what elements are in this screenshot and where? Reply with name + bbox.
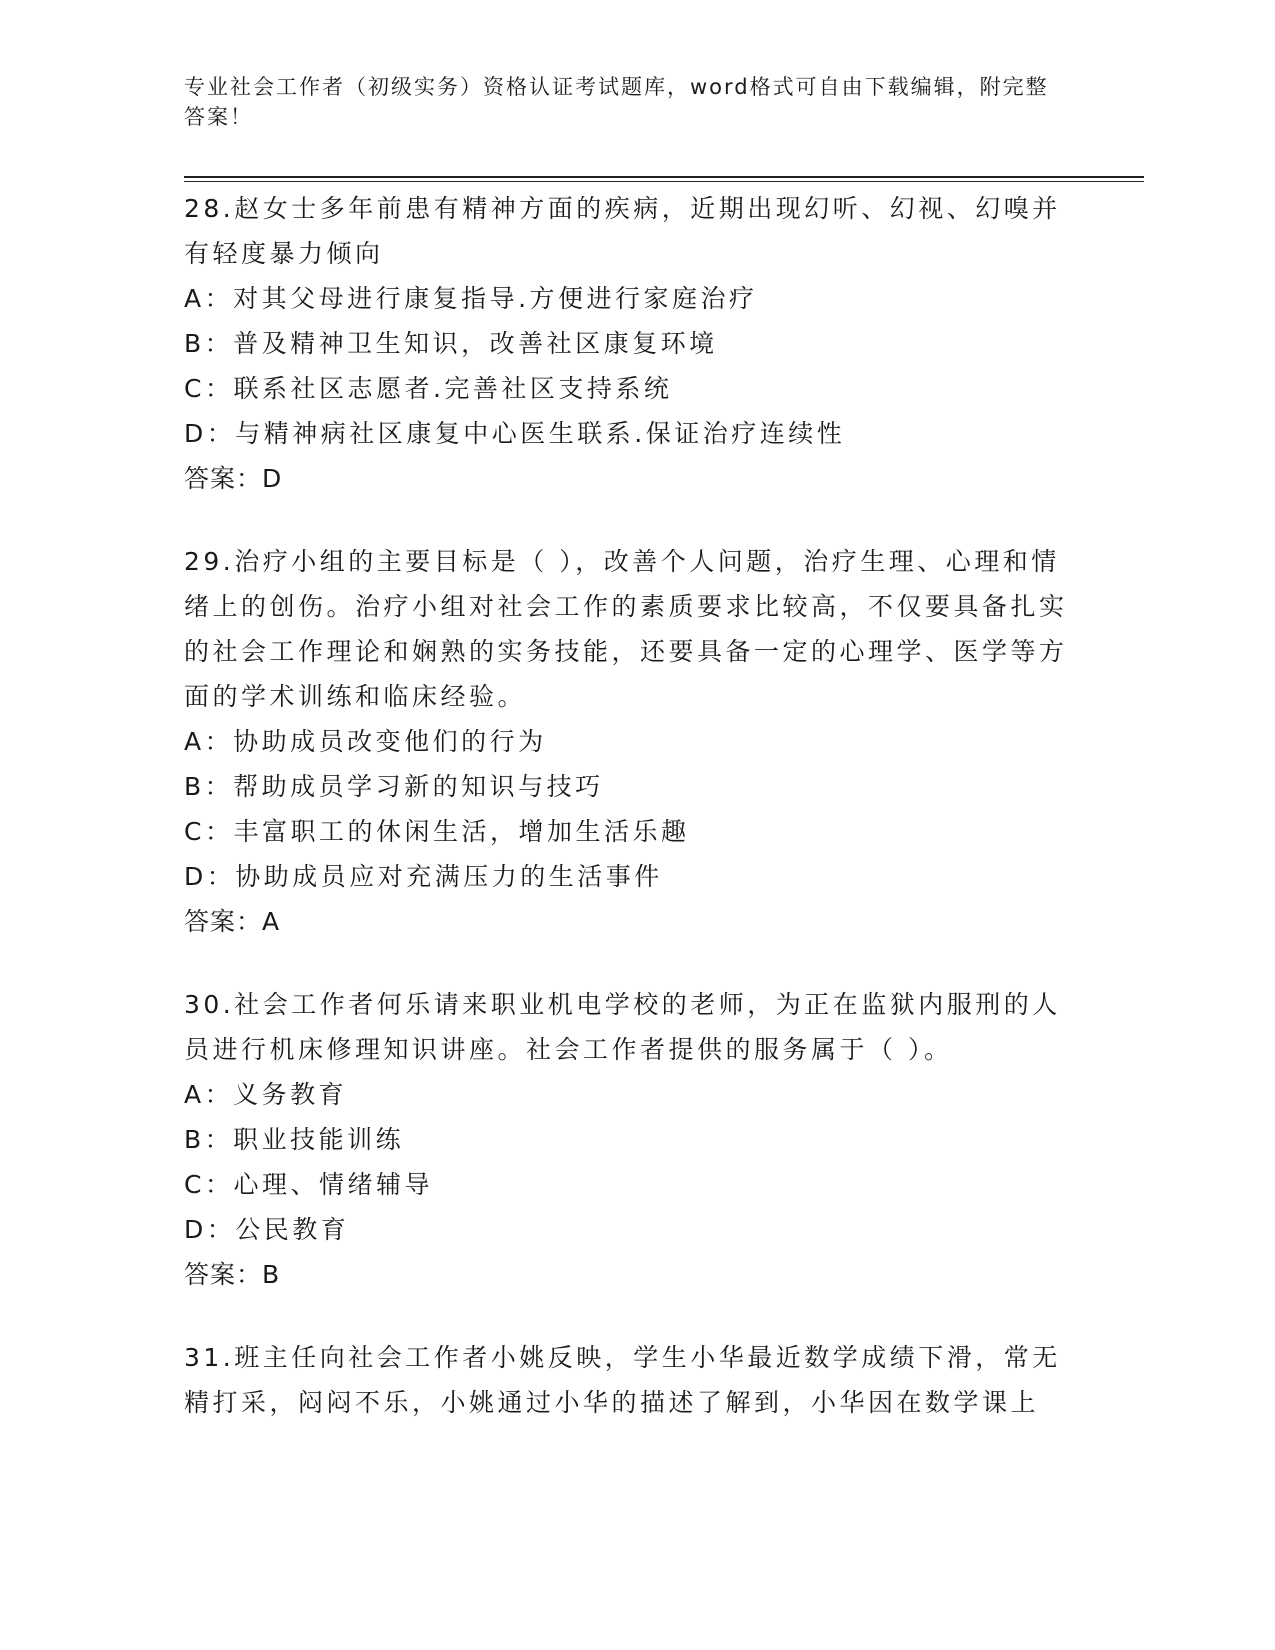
answer-label: 答案：B bbox=[184, 1260, 281, 1289]
question-28 bbox=[184, 186, 1084, 501]
option-c: C：心理、情绪辅导 bbox=[184, 1170, 433, 1199]
question-stem: 28.赵女士多年前患有精神方面的疾病，近期出现幻听、幻视、幻嗅并有轻度暴力倾向 bbox=[184, 194, 1061, 268]
option-d: D：公民教育 bbox=[184, 1215, 350, 1244]
question-31 bbox=[184, 1335, 1084, 1425]
option-c: C：丰富职工的休闲生活，增加生活乐趣 bbox=[184, 817, 690, 846]
document-header: 专业社会工作者（初级实务）资格认证考试题库，word格式可自由下载编辑，附完整答案！ bbox=[184, 75, 1049, 129]
header-rule-thick bbox=[184, 176, 1144, 178]
option-d: D：协助成员应对充满压力的生活事件 bbox=[184, 862, 663, 891]
header-rule-thin bbox=[184, 181, 1144, 182]
question-stem: 31.班主任向社会工作者小姚反映，学生小华最近数学成绩下滑，常无精打采，闷闷不乐，小姚通过小华的描述了解到，小华因在数学课上 bbox=[184, 1343, 1061, 1417]
question-stem: 30.社会工作者何乐请来职业机电学校的老师，为正在监狱内服刑的人员进行机床修理知识讲座。社会工作者提供的服务属于（ ）。 bbox=[184, 990, 1061, 1064]
question-29 bbox=[184, 539, 1084, 944]
option-b: B：普及精神卫生知识，改善社区康复环境 bbox=[184, 329, 718, 358]
question-list bbox=[184, 186, 1084, 1463]
question-stem: 29.治疗小组的主要目标是（ ），改善个人问题，治疗生理、心理和情绪上的创伤。治疗小组对社会工作的素质要求比较高，不仅要具备扎实的社会工作理论和娴熟的实务技能，还要具备一定的心理学、医学等方面的学术训练和临床经验。 bbox=[184, 547, 1068, 711]
option-b: B：帮助成员学习新的知识与技巧 bbox=[184, 772, 604, 801]
answer-label: 答案：D bbox=[184, 464, 283, 493]
option-d: D：与精神病社区康复中心医生联系.保证治疗连续性 bbox=[184, 419, 846, 448]
option-a: A：对其父母进行康复指导.方便进行家庭治疗 bbox=[184, 284, 758, 313]
question-30 bbox=[184, 982, 1084, 1297]
option-a: A：协助成员改变他们的行为 bbox=[184, 727, 547, 756]
option-c: C：联系社区志愿者.完善社区支持系统 bbox=[184, 374, 673, 403]
option-a: A：义务教育 bbox=[184, 1080, 348, 1109]
answer-label: 答案：A bbox=[184, 907, 281, 936]
option-b: B：职业技能训练 bbox=[184, 1125, 405, 1154]
